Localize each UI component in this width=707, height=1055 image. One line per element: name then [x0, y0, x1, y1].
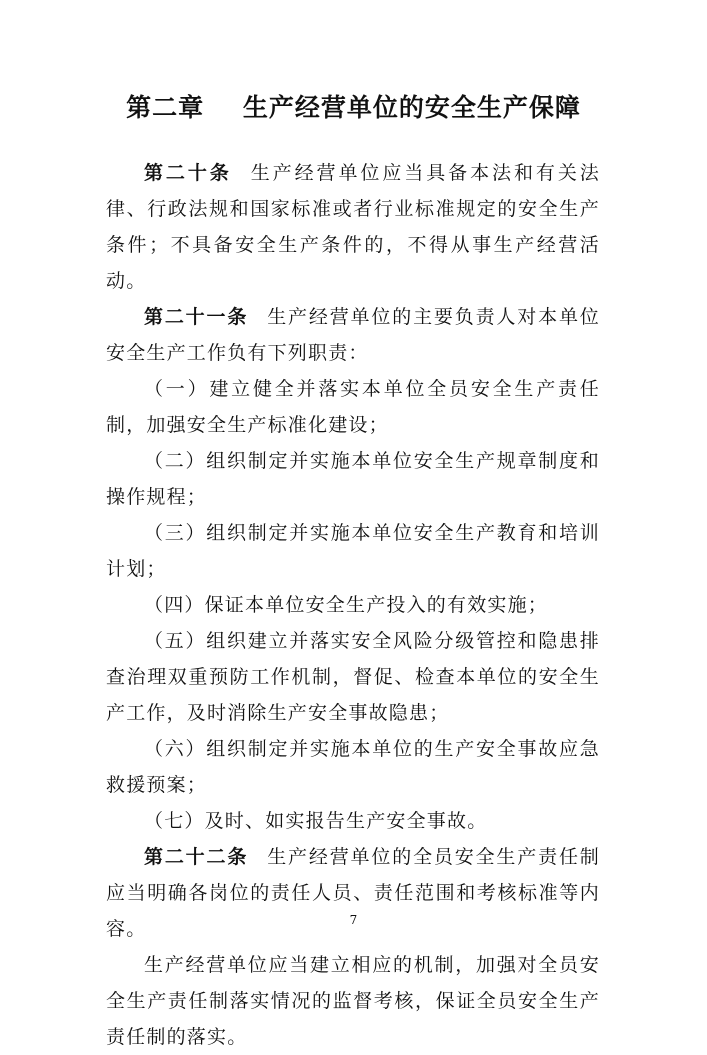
paragraph-text: （六）组织制定并实施本单位的生产安全事故应急救援预案；: [106, 738, 600, 796]
duty-item-1: [106, 371, 600, 443]
article-number: 第二十一条: [144, 306, 249, 328]
paragraph-text: （四）保证本单位安全生产投入的有效实施；: [144, 594, 549, 616]
chapter-title: 第二章 生产经营单位的安全生产保障: [126, 93, 581, 122]
paragraph-text: （三）组织制定并实施本单位安全生产教育和培训计划；: [106, 522, 600, 580]
paragraph-text: （一）建立健全并落实本单位全员安全生产责任制，加强安全生产标准化建设；: [106, 378, 600, 436]
paragraph-text: （五）组织建立并落实安全风险分级管控和隐患排查治理双重预防工作机制，督促、检查本单位的安全生产工作，及时消除生产安全事故隐患；: [106, 630, 600, 724]
paragraph-text: 生产经营单位应当建立相应的机制，加强对全员安全生产责任制落实情况的监督考核，保证全员安全生产责任制的落实。: [106, 954, 600, 1048]
paragraph-text: （二）组织制定并实施本单位安全生产规章制度和操作规程；: [106, 450, 600, 508]
article-22-second-paragraph: [106, 947, 600, 1055]
duty-item-2: [106, 443, 600, 515]
duty-item-5: [106, 623, 600, 731]
page-number: 7: [349, 913, 358, 927]
article-number: 第二十二条: [144, 846, 249, 868]
article-number: 第二十条: [144, 162, 232, 184]
paragraph-text: 生产经营单位的主要负责人对本单位安全生产工作负有下列职责：: [106, 306, 600, 364]
duty-item-3: [106, 515, 600, 587]
paragraph-text: 生产经营单位应当具备本法和有关法律、行政法规和国家标准或者行业标准规定的安全生产条件；不具备安全生产条件的，不得从事生产经营活动。: [106, 162, 600, 292]
paragraph-text: 生产经营单位的全员安全生产责任制应当明确各岗位的责任人员、责任范围和考核标准等内容。: [106, 846, 600, 940]
article-21-paragraph: [106, 299, 600, 371]
duty-item-4: [106, 587, 600, 623]
article-22-paragraph: [106, 839, 600, 947]
article-20-paragraph: [106, 155, 600, 299]
duty-item-6: [106, 731, 600, 803]
paragraph-text: （七）及时、如实报告生产安全事故。: [144, 810, 488, 832]
duty-item-7: [106, 803, 600, 839]
